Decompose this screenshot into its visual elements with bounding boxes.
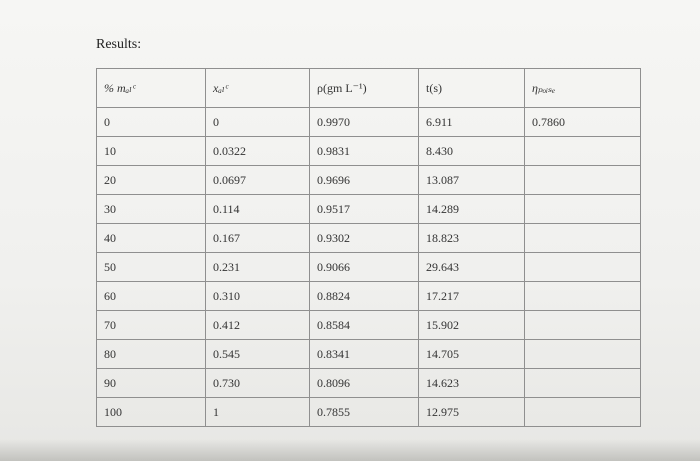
table-body <box>97 108 641 427</box>
table-row <box>97 108 641 137</box>
results-table <box>96 68 641 427</box>
cell-time: 18.823 <box>419 224 525 253</box>
cell-mole-fraction: 0.167 <box>206 224 310 253</box>
cell-mole-fraction: 0.730 <box>206 369 310 398</box>
cell-mole-fraction: 1 <box>206 398 310 427</box>
cell-viscosity <box>525 311 641 340</box>
cell-mass-percent: 70 <box>97 311 206 340</box>
cell-viscosity <box>525 137 641 166</box>
cell-mass-percent: 80 <box>97 340 206 369</box>
cell-density: 0.8096 <box>310 369 419 398</box>
table-row <box>97 398 641 427</box>
cell-mass-percent: 90 <box>97 369 206 398</box>
cell-mass-percent: 30 <box>97 195 206 224</box>
cell-mass-percent: 10 <box>97 137 206 166</box>
cell-viscosity <box>525 253 641 282</box>
table-row <box>97 224 641 253</box>
table-row <box>97 340 641 369</box>
cell-viscosity <box>525 282 641 311</box>
cell-density: 0.8341 <box>310 340 419 369</box>
cell-density: 0.9831 <box>310 137 419 166</box>
cell-time: 8.430 <box>419 137 525 166</box>
cell-viscosity <box>525 224 641 253</box>
table-row <box>97 166 641 195</box>
cell-mole-fraction: 0.412 <box>206 311 310 340</box>
cell-viscosity: 0.7860 <box>525 108 641 137</box>
cell-density: 0.8584 <box>310 311 419 340</box>
table-header-row <box>97 69 641 108</box>
cell-time: 14.705 <box>419 340 525 369</box>
cell-time: 6.911 <box>419 108 525 137</box>
cell-density: 0.7855 <box>310 398 419 427</box>
cell-viscosity <box>525 369 641 398</box>
table-row <box>97 311 641 340</box>
cell-density: 0.9970 <box>310 108 419 137</box>
cell-viscosity <box>525 398 641 427</box>
table-row <box>97 282 641 311</box>
cell-viscosity <box>525 195 641 224</box>
cell-mole-fraction: 0.310 <box>206 282 310 311</box>
table-row <box>97 253 641 282</box>
cell-time: 14.623 <box>419 369 525 398</box>
table-row <box>97 369 641 398</box>
cell-density: 0.9302 <box>310 224 419 253</box>
header-mass-percent: % mₐₗᶜ <box>97 69 206 108</box>
page-shadow <box>0 439 700 461</box>
cell-mole-fraction: 0.0322 <box>206 137 310 166</box>
cell-density: 0.8824 <box>310 282 419 311</box>
cell-time: 29.643 <box>419 253 525 282</box>
results-heading: Results: <box>96 37 142 52</box>
cell-time: 15.902 <box>419 311 525 340</box>
cell-viscosity <box>525 340 641 369</box>
cell-mass-percent: 100 <box>97 398 206 427</box>
cell-density: 0.9517 <box>310 195 419 224</box>
cell-mass-percent: 40 <box>97 224 206 253</box>
cell-mole-fraction: 0.545 <box>206 340 310 369</box>
cell-viscosity <box>525 166 641 195</box>
cell-time: 12.975 <box>419 398 525 427</box>
cell-mole-fraction: 0.114 <box>206 195 310 224</box>
table-row <box>97 137 641 166</box>
header-time: t(s) <box>419 69 525 108</box>
cell-mass-percent: 20 <box>97 166 206 195</box>
cell-mole-fraction: 0.0697 <box>206 166 310 195</box>
header-mole-fraction: xₐₗᶜ <box>206 69 310 108</box>
cell-time: 13.087 <box>419 166 525 195</box>
cell-mass-percent: 60 <box>97 282 206 311</box>
cell-density: 0.9066 <box>310 253 419 282</box>
cell-mole-fraction: 0.231 <box>206 253 310 282</box>
cell-mass-percent: 50 <box>97 253 206 282</box>
header-viscosity: ηₚₒᵢₛₑ <box>525 69 641 108</box>
cell-time: 14.289 <box>419 195 525 224</box>
cell-time: 17.217 <box>419 282 525 311</box>
cell-mass-percent: 0 <box>97 108 206 137</box>
table-row <box>97 195 641 224</box>
cell-density: 0.9696 <box>310 166 419 195</box>
cell-mole-fraction: 0 <box>206 108 310 137</box>
header-density: ρ(gm L⁻¹) <box>310 69 419 108</box>
